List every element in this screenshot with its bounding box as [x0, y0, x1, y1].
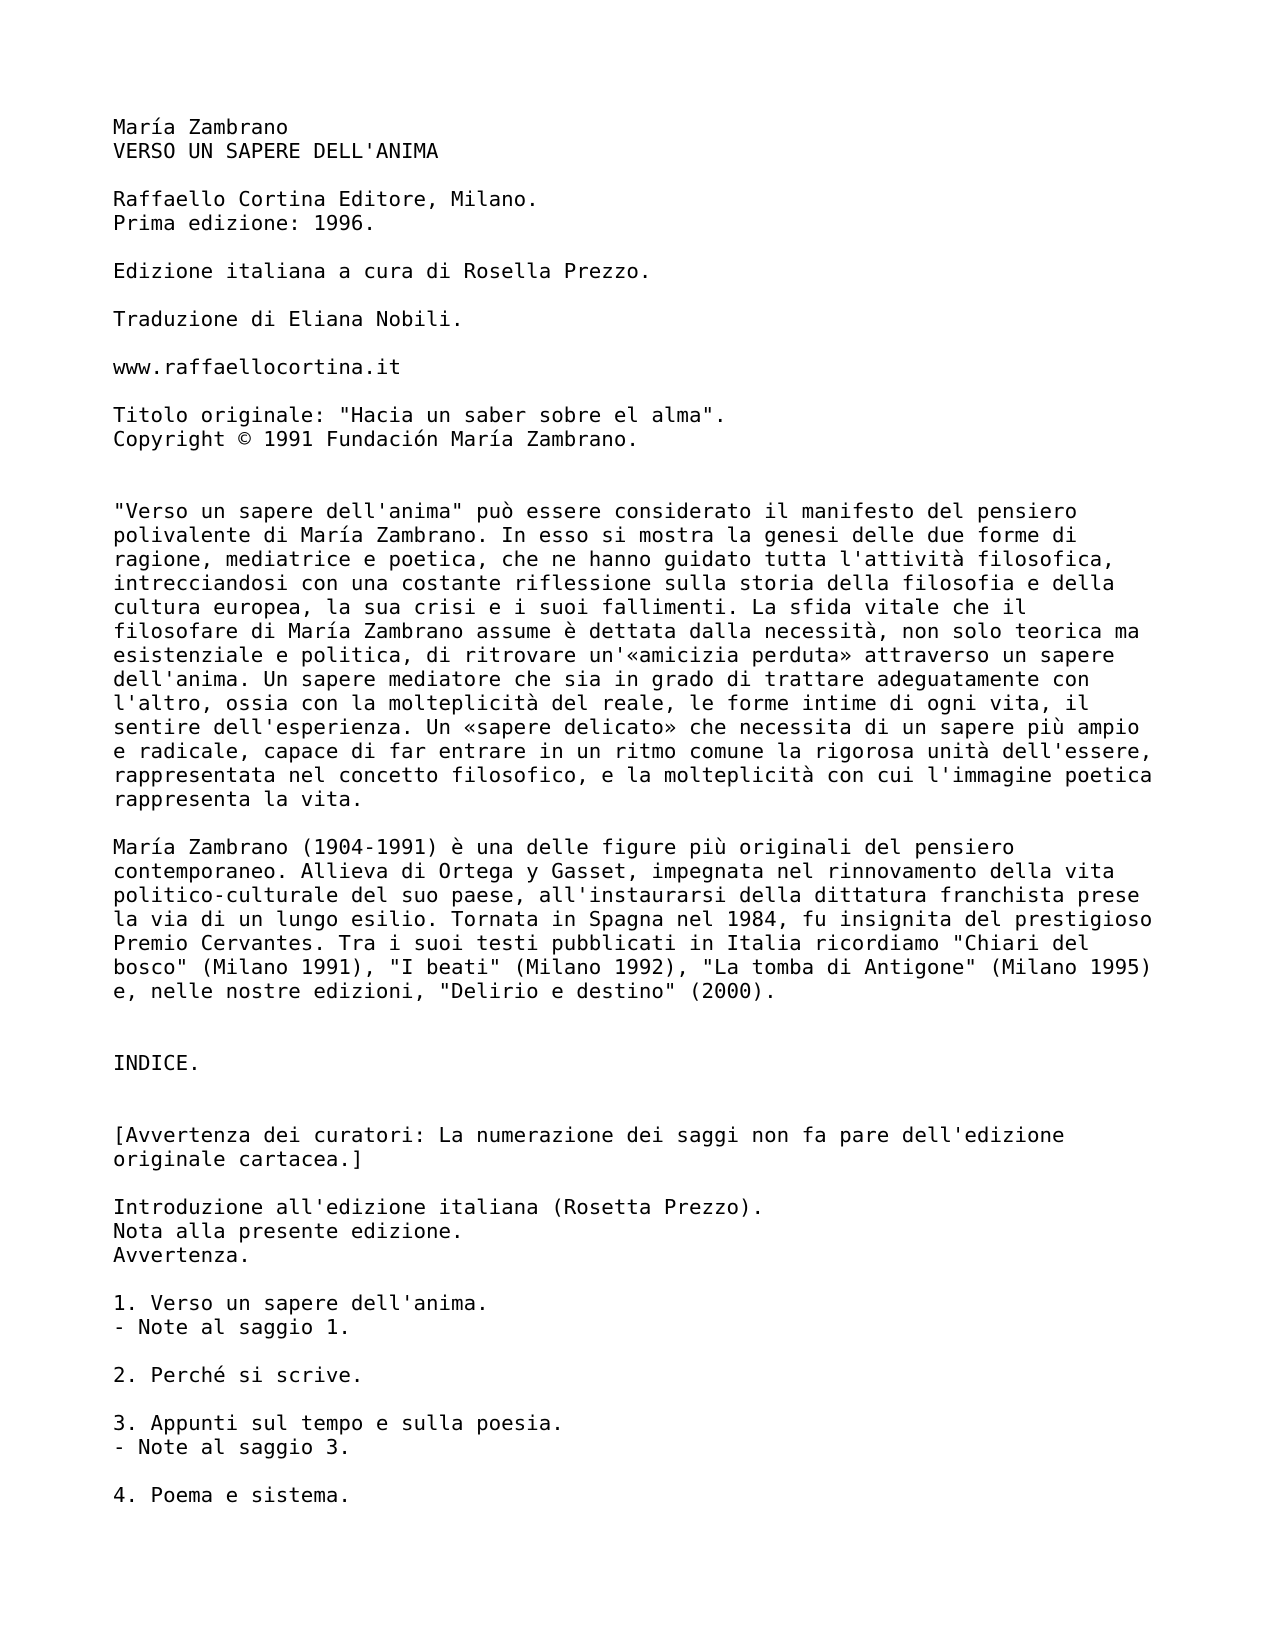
text-line: 4. Poema e sistema.	[113, 1483, 351, 1507]
text-line: politico-culturale del suo paese, all'instaurarsi della dittatura franchista prese	[113, 883, 1140, 907]
text-line: intrecciandosi con una costante riflessione sulla storia della filosofia e della	[113, 571, 1115, 595]
text-line: e radicale, capace di far entrare in un ritmo comune la rigorosa unità dell'essere,	[113, 739, 1153, 763]
text-line: e, nelle nostre edizioni, "Delirio e destino" (2000).	[113, 979, 777, 1003]
text-line: Prima edizione: 1996.	[113, 211, 376, 235]
text-line	[113, 451, 1235, 475]
text-line: rappresentata nel concetto filosofico, e la molteplicità con cui l'immagine poetica	[113, 763, 1153, 787]
text-line	[113, 331, 1235, 355]
text-line: Edizione italiana a cura di Rosella Prezzo.	[113, 259, 652, 283]
text-line: Raffaello Cortina Editore, Milano.	[113, 187, 539, 211]
text-line: la via di un lungo esilio. Tornata in Spagna nel 1984, fu insignita del prestigioso	[113, 907, 1153, 931]
text-line: Introduzione all'edizione italiana (Rosetta Prezzo).	[113, 1195, 765, 1219]
text-line: María Zambrano (1904-1991) è una delle figure più originali del pensiero	[113, 835, 1015, 859]
text-line: 1. Verso un sapere dell'anima.	[113, 1291, 489, 1315]
text-line: www.raffaellocortina.it	[113, 355, 401, 379]
text-line: María Zambrano	[113, 115, 289, 139]
text-line	[113, 283, 1235, 307]
text-line: cultura europea, la sua crisi e i suoi fallimenti. La sfida vitale che il	[113, 595, 1028, 619]
text-line	[113, 163, 1235, 187]
text-line: bosco" (Milano 1991), "I beati" (Milano 1992), "La tomba di Antigone" (Milano 1995)	[113, 955, 1153, 979]
text-line: l'altro, ossia con la molteplicità del reale, le forme intime di ogni vita, il	[113, 691, 1090, 715]
text-line: esistenziale e politica, di ritrovare un'«amicizia perduta» attraverso un sapere	[113, 643, 1115, 667]
text-line	[113, 379, 1235, 403]
text-line	[113, 1027, 1235, 1051]
text-line: - Note al saggio 1.	[113, 1315, 351, 1339]
text-line: Nota alla presente edizione.	[113, 1219, 464, 1243]
text-line: originale cartacea.]	[113, 1147, 364, 1171]
text-line: dell'anima. Un sapere mediatore che sia in grado di trattare adeguatamente con	[113, 667, 1090, 691]
text-line: - Note al saggio 3.	[113, 1435, 351, 1459]
text-line: polivalente di María Zambrano. In esso si mostra la genesi delle due forme di	[113, 523, 1078, 547]
text-line	[113, 1003, 1235, 1027]
text-line	[113, 1099, 1235, 1123]
text-line	[113, 1171, 1235, 1195]
text-line	[113, 1267, 1235, 1291]
text-line: Titolo originale: "Hacia un saber sobre el alma".	[113, 403, 727, 427]
text-line: Traduzione di Eliana Nobili.	[113, 307, 464, 331]
text-line: 2. Perché si scrive.	[113, 1363, 364, 1387]
text-line: Copyright © 1991 Fundación María Zambrano.	[113, 427, 639, 451]
text-line: "Verso un sapere dell'anima" può essere considerato il manifesto del pensiero	[113, 499, 1078, 523]
text-line	[113, 1387, 1235, 1411]
text-line: INDICE.	[113, 1051, 201, 1075]
text-line: ragione, mediatrice e poetica, che ne hanno guidato tutta l'attività filosofica,	[113, 547, 1115, 571]
text-line	[113, 235, 1235, 259]
text-line: [Avvertenza dei curatori: La numerazione dei saggi non fa pare dell'edizione	[113, 1123, 1065, 1147]
text-line	[113, 475, 1235, 499]
text-line	[113, 811, 1235, 835]
text-line: sentire dell'esperienza. Un «sapere delicato» che necessita di un sapere più ampio	[113, 715, 1140, 739]
text-line: rappresenta la vita.	[113, 787, 364, 811]
text-line: filosofare di María Zambrano assume è dettata dalla necessità, non solo teorica ma	[113, 619, 1140, 643]
text-line	[113, 1459, 1235, 1483]
text-line: Premio Cervantes. Tra i suoi testi pubblicati in Italia ricordiamo "Chiari del	[113, 931, 1090, 955]
text-line: Avvertenza.	[113, 1243, 251, 1267]
document-text	[113, 115, 1235, 1507]
text-line: VERSO UN SAPERE DELL'ANIMA	[113, 139, 439, 163]
text-line	[113, 1339, 1235, 1363]
text-line: 3. Appunti sul tempo e sulla poesia.	[113, 1411, 564, 1435]
text-line: contemporaneo. Allieva di Ortega y Gasset, impegnata nel rinnovamento della vita	[113, 859, 1115, 883]
text-line	[113, 1075, 1235, 1099]
